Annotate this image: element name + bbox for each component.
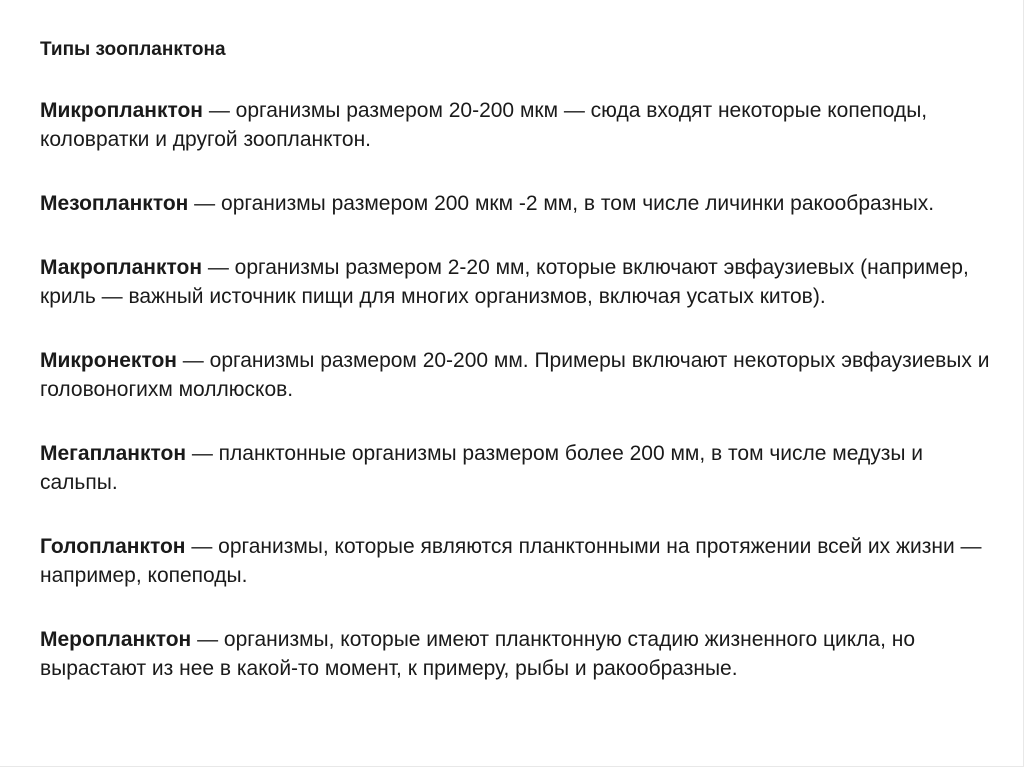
entry-mesoplankton <box>40 189 990 218</box>
entry-term: Мегапланктон <box>40 442 187 465</box>
entry-microplankton <box>40 96 990 154</box>
entry-macroplankton <box>40 253 990 311</box>
entry-holoplankton <box>40 532 990 590</box>
entry-term: Меропланктон <box>40 628 192 651</box>
entry-term: Микронектон <box>40 349 177 372</box>
entry-text: — организмы, которые являются планктонными на протяжении всей их жизни — например, копеподы. <box>40 535 982 587</box>
entry-term: Микропланктон <box>40 99 203 122</box>
entry-text: — планктонные организмы размером более 200 мм, в том числе медузы и сальпы. <box>40 442 923 494</box>
document-body <box>40 38 990 683</box>
entry-megaplankton <box>40 439 990 497</box>
entry-term: Макропланктон <box>40 256 203 279</box>
entry-text: — организмы размером 20-200 мм. Примеры включают некоторых эвфаузиевых и головоногихм моллюсков. <box>40 349 990 401</box>
entry-micronekton <box>40 346 990 404</box>
entry-text: — организмы размером 2-20 мм, которые включают эвфаузиевых (например, криль — важный источник пищи для многих организмов, включая усатых китов). <box>40 256 969 308</box>
entry-text: — организмы размером 20-200 мкм — сюда входят некоторые копеподы, коловратки и другой зоопланктон. <box>40 99 928 151</box>
entry-text: — организмы, которые имеют планктонную стадию жизненного цикла, но вырастают из нее в какой-то момент, к примеру, рыбы и ракообразные. <box>40 628 916 680</box>
document-title: Типы зоопланктона <box>40 39 226 60</box>
entry-meroplankton <box>40 625 990 683</box>
entry-term: Голопланктон <box>40 535 186 558</box>
entry-term: Мезопланктон <box>40 192 189 215</box>
entry-text: — организмы размером 200 мкм -2 мм, в том числе личинки ракообразных. <box>188 192 935 215</box>
